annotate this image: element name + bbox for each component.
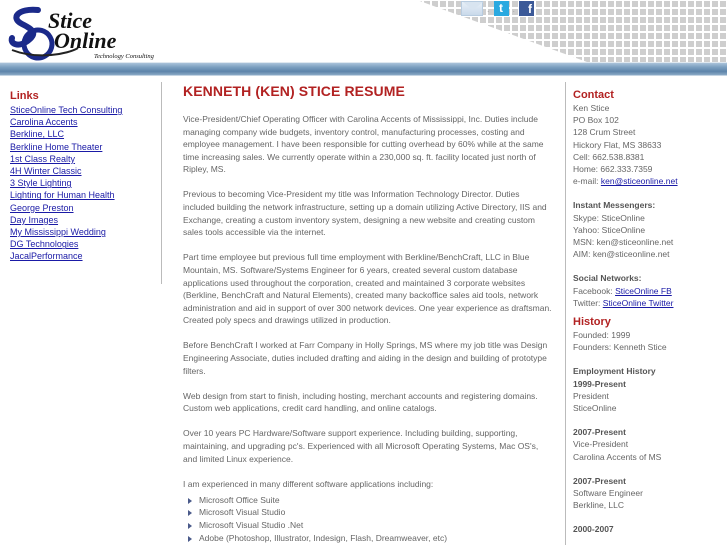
twitter-row [573,297,723,309]
messengers-heading: Instant Messengers: [573,200,656,211]
facebook-label: Facebook: [573,285,616,296]
left-divider [161,82,162,284]
separator: . [487,3,490,14]
contact-email-row [573,175,723,187]
employment-role: President [573,390,609,401]
list-item: Adobe (Photoshop, Illustrator, Indesign, Flash, Dreamweaver, etc) [187,532,553,545]
facebook-link[interactable]: SticeOnline FB [615,285,672,296]
twitter-link[interactable]: SticeOnline Twitter [602,297,674,308]
paragraph-web-design: Web design from start to finish, including hosting, merchant accounts and registering domains. Custom web applications, credit card handling, and online catalogs. [183,390,538,414]
links-heading: Links [10,90,39,102]
email-label: e-mail: [573,176,601,187]
employment-heading: Employment History [573,366,656,377]
link-3-style-lighting[interactable]: 3 Style Lighting [10,178,72,189]
history-heading: History [573,316,611,329]
contact-heading: Contact [573,89,614,101]
skype: Skype: SticeOnline [573,212,645,223]
link-day-images[interactable]: Day Images [10,214,59,225]
stice-online-logo-icon [8,4,168,64]
software-list [187,494,553,544]
contact-city: Hickory Flat, MS 38633 [573,139,662,150]
email-link[interactable]: ken@sticeonline.net [600,176,678,187]
yahoo: Yahoo: SticeOnline [573,224,646,235]
site-logo[interactable] [8,4,168,62]
employment-years: 2000-2007 [573,524,614,535]
employment-role: Software Engineer [573,488,643,499]
employment-years: 2007-Present [573,475,626,486]
svg-text:Technology Consulting: Technology Consulting [94,53,154,60]
resume-content [183,83,553,544]
site-header [0,0,727,78]
paragraph-it-director: Previous to becoming Vice-President my title was Information Technology Director. Duties included building the network infrastructure, setting up a domain utilizing Active Directory, IIS and Exchange, creating a custom inventory system, designing a new website and creating custom sales tools accessible via the internet. [183,189,547,238]
email-icon[interactable] [461,1,483,16]
link-jacalperformance[interactable]: JacalPerformance [10,251,83,262]
link-1st-class-realty[interactable]: 1st Class Realty [10,153,76,164]
paragraph-pc-support: Over 10 years PC Hardware/Software support experience. Including building, supporting, maintaining, and upgrading pc's. Experienced with all Microsoft Operating Systems, Mac OS's, and limited Linux experience. [183,428,539,464]
header-banner-band [0,62,727,76]
link-dg-technologies[interactable]: DG Technologies [10,239,79,250]
employment-years: 1999-Present [573,378,626,389]
list-item: Microsoft Office Suite [187,494,553,507]
founders: Founders: Kenneth Stice [573,342,667,353]
contact-cell: Cell: 662.538.8381 [573,151,645,162]
contact-sidebar [573,88,723,536]
contact-street: 128 Crum Street [573,127,636,138]
paragraph-berkline: Part time employee but previous full time employment with Berkline/BenchCraft, LLC in Blue Mountain, MS. Software/Systems Engineer for 6 years, created several custom database applications used throughout the corporation, created and maintained 3 corporate websites (Berkline, BenchCraft and Natural Elements), created many backoffice sales aid tools, network administration and aid in support of over 300 network devices. One year experience as draftsman. Created poly specs and drawings utilized in production. [183,252,552,326]
facebook-row [573,285,723,297]
links-sidebar [10,90,160,263]
right-divider [565,82,566,545]
msn: MSN: ken@sticeonline.net [573,237,674,248]
svg-text:Stice: Stice [48,8,92,33]
separator: . [512,3,516,14]
aim: AIM: ken@sticeonline.net [573,249,670,260]
employment-role: Vice-President [573,439,629,450]
employment-company: Berkline, LLC [573,500,625,511]
link-carolina-accents[interactable]: Carolina Accents [10,117,78,128]
founded: Founded: 1999 [573,330,631,341]
svg-text:Online: Online [54,28,117,53]
list-item: Microsoft Visual Studio .Net [187,519,553,532]
contact-po-box: PO Box 102 [573,115,619,126]
paragraph-vp: Vice-President/Chief Operating Officer with Carolina Accents of Mississippi, Inc. Duties include managing company wide budgets, inventory control, manufacturing processes, costing and employee management. I have been responsible for cutting overhead by 60% while at the same time increasing sales. We currently operate within a 230,000 sq. ft. facility located just north of Ripley, MS. [183,114,544,175]
twitter-icon[interactable]: t [494,1,509,16]
link-sticeonline[interactable]: SticeOnline Tech Consulting [10,105,123,115]
contact-name: Ken Stice [573,103,610,113]
link-george-preston[interactable]: George Preston [10,202,74,213]
page-title: KENNETH (KEN) STICE RESUME [183,83,405,99]
employment-years: 2007-Present [573,427,626,438]
link-berkline[interactable]: Berkline, LLC [10,129,65,140]
social-icons [461,1,534,16]
employment-company: Carolina Accents of MS [573,451,662,462]
link-4h-winter-classic[interactable]: 4H Winter Classic [10,166,82,177]
employment-company: SticeOnline [573,403,617,414]
link-my-mississippi-wedding[interactable]: My Mississippi Wedding [10,227,106,238]
social-heading: Social Networks: [573,273,642,284]
list-item: Microsoft Visual Studio [187,506,553,519]
contact-home: Home: 662.333.7359 [573,164,653,175]
facebook-icon[interactable]: f [519,1,534,16]
link-berkline-home-theater[interactable]: Berkline Home Theater [10,141,103,152]
links-list [10,104,160,263]
paragraph-software-intro: I am experienced in many different software applications including: [183,478,434,489]
link-lighting-human-health[interactable]: Lighting for Human Health [10,190,115,201]
paragraph-farr: Before BenchCraft I worked at Farr Company in Holly Springs, MS where my job title was Design Engineering Associate, duties included drafting and aiding in the design and building of prototype filters. [183,340,548,376]
twitter-label: Twitter: [573,297,603,308]
